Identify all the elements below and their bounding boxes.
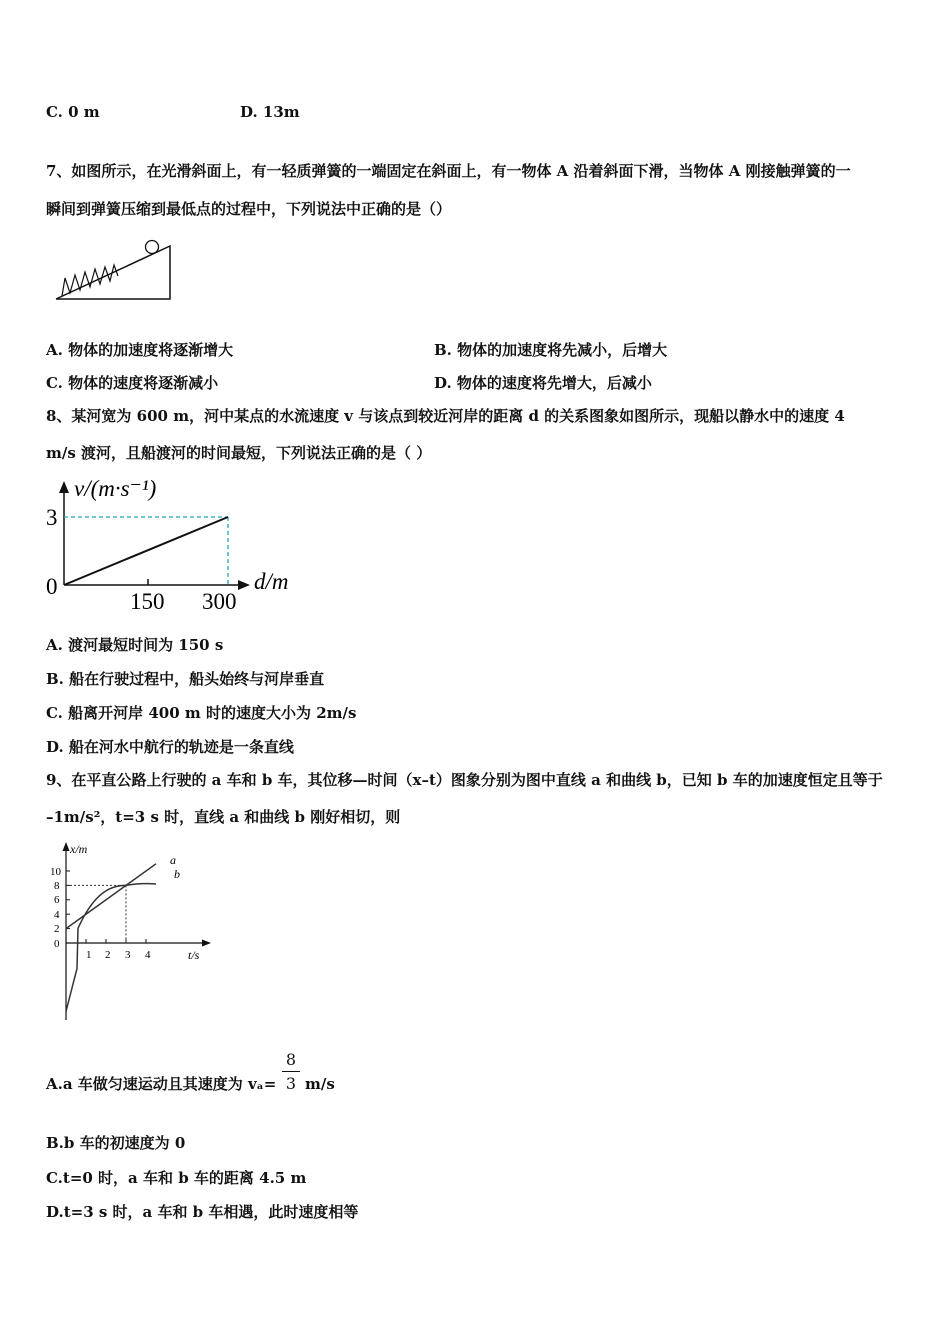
q9-y-axis-label: x/m (70, 842, 88, 856)
q9-fraction-numerator: 8 (285, 1050, 297, 1069)
q9-y-tick-0: 0 (54, 938, 60, 950)
q8-y-tick-3: 3 (46, 505, 58, 530)
q9-option-a-unit: m/s (305, 1075, 335, 1093)
q9-curve-b (66, 884, 156, 1012)
q9-position-time-graph (44, 838, 224, 1028)
q8-option-b: B. 船在行驶过程中，船头始终与河岸垂直 (46, 670, 325, 688)
q7-option-b: B. 物体的加速度将先减小，后增大 (434, 341, 668, 359)
q8-option-d: D. 船在河水中航行的轨迹是一条直线 (46, 738, 294, 756)
q8-stem-line1: 8、某河宽为 600 m，河中某点的水流速度 v 与该点到较近河岸的距离 d 的关系图象如图所示，现船以静水中的速度 4 (46, 407, 845, 425)
q9-y-tick-6: 6 (54, 894, 60, 906)
q8-origin-label: 0 (46, 574, 58, 599)
q9-x-tick-2: 2 (105, 949, 111, 961)
q8-option-a: A. 渡河最短时间为 150 s (46, 636, 224, 654)
q7-stem-line2: 瞬间到弹簧压缩到最低点的过程中，下列说法中正确的是（） (46, 200, 452, 218)
q9-option-b: B.b 车的初速度为 0 (46, 1134, 186, 1152)
q9-x-tick-3: 3 (125, 949, 131, 961)
q8-velocity-graph (40, 475, 300, 620)
q6-option-c: C. 0 m (46, 103, 100, 121)
q7-option-a: A. 物体的加速度将逐渐增大 (46, 341, 234, 359)
q9-option-d: D.t=3 s 时，a 车和 b 车相遇，此时速度相等 (46, 1203, 359, 1221)
q9-x-axis-label: t/s (188, 948, 200, 962)
q8-y-axis-label: v/(m·s⁻¹) (74, 476, 157, 501)
q9-option-a-text: A.a 车做匀速运动且其速度为 vₐ= (46, 1075, 277, 1093)
q7-option-d: D. 物体的速度将先增大，后减小 (434, 374, 652, 392)
q9-line-a (66, 864, 156, 929)
q6-option-d: D. 13m (240, 103, 300, 121)
q7-stem-line1: 7、如图所示，在光滑斜面上，有一轻质弹簧的一端固定在斜面上，有一物体 A 沿着斜面下滑，当物体 A 刚接触弹簧的一 (46, 162, 851, 180)
q9-fraction-bar (282, 1071, 300, 1072)
q9-option-a (46, 1074, 276, 1094)
q9-option-c: C.t=0 时，a 车和 b 车的距离 4.5 m (46, 1169, 307, 1187)
q9-fraction-denominator: 3 (285, 1074, 297, 1093)
q8-x-tick-300: 300 (202, 589, 237, 614)
q9-label-b: b (174, 867, 180, 881)
q9-y-tick-2: 2 (54, 923, 60, 935)
q9-y-tick-4: 4 (54, 909, 60, 921)
q8-option-c: C. 船离开河岸 400 m 时的速度大小为 2m/s (46, 704, 357, 722)
q9-stem-line2: –1m/s²，t=3 s 时，直线 a 和曲线 b 刚好相切，则 (46, 808, 401, 826)
q8-velocity-line (64, 517, 228, 585)
q9-stem-line1: 9、在平直公路上行驶的 a 车和 b 车，其位移—时间（x–t）图象分别为图中直线 a 和曲线 b，已知 b 车的加速度恒定且等于 (46, 771, 883, 789)
q9-x-tick-1: 1 (86, 949, 92, 961)
q9-label-a: a (170, 853, 176, 867)
q7-incline-figure (52, 238, 182, 308)
q7-option-c: C. 物体的速度将逐渐减小 (46, 374, 219, 392)
q8-x-tick-150: 150 (130, 589, 165, 614)
q9-x-tick-4: 4 (145, 949, 151, 961)
q8-stem-line2: m/s 渡河，且船渡河的时间最短，下列说法正确的是（ ） (46, 444, 432, 462)
q9-y-tick-10: 10 (50, 866, 61, 878)
q9-y-tick-8: 8 (54, 880, 60, 892)
q8-x-axis-label: d/m (254, 569, 289, 594)
